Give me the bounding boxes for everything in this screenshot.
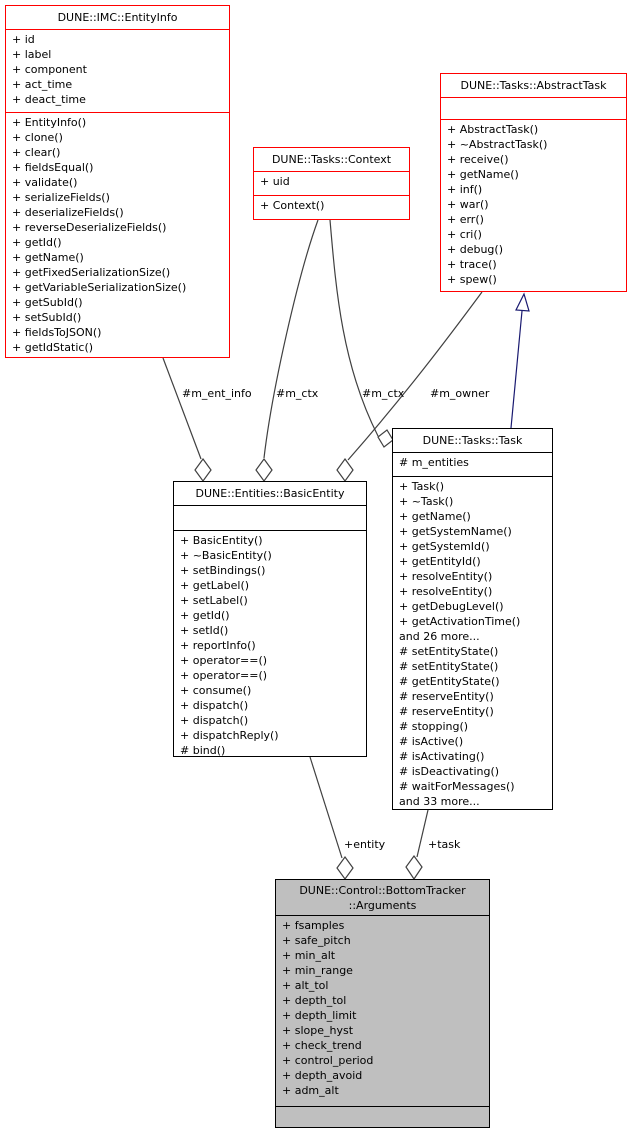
method: + operator==(): [180, 654, 268, 667]
method: + getEntityId(): [399, 555, 481, 568]
method: + spew(): [447, 273, 497, 286]
methods-section: [174, 530, 366, 756]
method: and 26 more...: [399, 630, 480, 643]
class-title: [276, 880, 489, 915]
method: + getName(): [447, 168, 519, 181]
class-title: DUNE::IMC::EntityInfo: [57, 11, 178, 24]
attributes-section: [393, 452, 552, 476]
method: # reserveEntity(): [399, 690, 494, 703]
edge-label-task: +task: [428, 838, 461, 851]
attribute: + fsamples: [282, 919, 345, 932]
methods-section: [276, 1106, 489, 1127]
method: + debug(): [447, 243, 503, 256]
method: # isActivating(): [399, 750, 485, 763]
method: + fieldsToJSON(): [12, 326, 102, 339]
method: + AbstractTask(): [447, 123, 539, 136]
edge-entity: [310, 757, 342, 858]
method: + getVariableSerializationSize(): [12, 281, 187, 294]
method: + fieldsEqual(): [12, 161, 94, 174]
attribute: + act_time: [12, 78, 73, 91]
edge-label-m-ctx-task: #m_ctx: [362, 387, 405, 400]
aggregation-diamond-icon: [195, 459, 211, 481]
method: + getLabel(): [180, 579, 250, 592]
method: + err(): [447, 213, 484, 226]
attribute: + depth_limit: [282, 1009, 357, 1022]
method: and 33 more...: [399, 795, 480, 808]
method: + getActivationTime(): [399, 615, 521, 628]
method: + validate(): [12, 176, 78, 189]
edge-label-entity: +entity: [344, 838, 386, 851]
edge-label-m-owner: #m_owner: [430, 387, 490, 400]
method: # stopping(): [399, 720, 469, 733]
class-node-basic-entity[interactable]: [173, 481, 367, 757]
attribute: + label: [12, 48, 52, 61]
method: + resolveEntity(): [399, 585, 493, 598]
method: # isActive(): [399, 735, 464, 748]
class-title-line: DUNE::Control::BottomTracker: [299, 884, 466, 897]
methods-section: [254, 195, 409, 219]
attribute: + control_period: [282, 1054, 374, 1067]
method: + getIdStatic(): [12, 341, 94, 354]
edge-label-m-ctx-entity: #m_ctx: [276, 387, 319, 400]
method: + EntityInfo(): [12, 116, 87, 129]
method: + serializeFields(): [12, 191, 110, 204]
class-node-task[interactable]: [392, 428, 553, 810]
method: + getId(): [180, 609, 230, 622]
method: # isDeactivating(): [399, 765, 500, 778]
method: + BasicEntity(): [180, 534, 263, 547]
method: + getSystemId(): [399, 540, 490, 553]
edge-m-ent-info: [163, 358, 201, 459]
attributes-section: [441, 97, 626, 119]
aggregation-diamond-icon: [256, 459, 272, 481]
edge-m-ctx-entity: [264, 220, 318, 458]
method: + ~BasicEntity(): [180, 549, 272, 562]
method: # setEntityState(): [399, 660, 499, 673]
method: # getEntityState(): [399, 675, 500, 688]
edge-inheritance: [511, 311, 522, 428]
attributes-section: [254, 171, 409, 195]
class-title-line: ::Arguments: [348, 899, 417, 912]
methods-section: [6, 112, 229, 357]
method: + war(): [447, 198, 489, 211]
aggregation-diamond-icon: [337, 459, 353, 481]
method: + ~Task(): [399, 495, 454, 508]
class-title: DUNE::Entities::BasicEntity: [195, 487, 345, 500]
inheritance-arrow-icon: [516, 294, 529, 311]
method: + reportInfo(): [180, 639, 256, 652]
edge-task: [417, 810, 428, 857]
method: + setLabel(): [180, 594, 248, 607]
class-title: DUNE::Tasks::Task: [422, 434, 523, 447]
attribute: # m_entities: [399, 456, 469, 469]
method: + ~AbstractTask(): [447, 138, 548, 151]
method: + operator==(): [180, 669, 268, 682]
attribute: + depth_avoid: [282, 1069, 363, 1082]
attribute: + slope_hyst: [282, 1024, 354, 1037]
method: + getDebugLevel(): [399, 600, 504, 613]
method: + receive(): [447, 153, 509, 166]
class-node-context[interactable]: [253, 147, 410, 220]
attribute: + alt_tol: [282, 979, 329, 992]
method: # waitForMessages(): [399, 780, 515, 793]
attribute: + depth_tol: [282, 994, 347, 1007]
method: + dispatchReply(): [180, 729, 279, 742]
method: # reserveEntity(): [399, 705, 494, 718]
method: + trace(): [447, 258, 497, 271]
method: + clone(): [12, 131, 63, 144]
method: + resolveEntity(): [399, 570, 493, 583]
methods-section: [441, 119, 626, 291]
method: + Task(): [399, 480, 445, 493]
attribute: + deact_time: [12, 93, 86, 106]
method: + getName(): [399, 510, 471, 523]
method: + reverseDeserializeFields(): [12, 221, 167, 234]
class-title: DUNE::Tasks::Context: [271, 153, 392, 166]
method: + setBindings(): [180, 564, 266, 577]
edge-m-ctx-task: [330, 220, 378, 436]
aggregation-diamond-icon: [337, 857, 353, 879]
attribute: + min_alt: [282, 949, 336, 962]
attribute: + component: [12, 63, 87, 76]
method: + dispatch(): [180, 714, 249, 727]
attribute: + check_trend: [282, 1039, 362, 1052]
aggregation-diamond-icon: [378, 430, 393, 447]
attribute: + id: [12, 33, 35, 46]
method: + setSubId(): [12, 311, 82, 324]
method: + deserializeFields(): [12, 206, 124, 219]
method: + getSystemName(): [399, 525, 512, 538]
attributes-section: [6, 29, 229, 112]
attribute: + safe_pitch: [282, 934, 351, 947]
attribute: + uid: [260, 175, 290, 188]
method: + setId(): [180, 624, 229, 637]
method: + getId(): [12, 236, 62, 249]
method: # bind(): [180, 744, 226, 756]
attributes-section: [276, 915, 489, 1106]
class-node-bottom-tracker-arguments[interactable]: [275, 879, 490, 1128]
method: + consume(): [180, 684, 252, 697]
attributes-section: [174, 505, 366, 530]
method: # setEntityState(): [399, 645, 499, 658]
class-node-entity-info[interactable]: [5, 5, 230, 358]
class-node-abstract-task[interactable]: [440, 73, 627, 292]
method: + getName(): [12, 251, 84, 264]
method: + clear(): [12, 146, 61, 159]
methods-section: [393, 476, 552, 809]
aggregation-diamond-icon: [406, 856, 422, 879]
method: + dispatch(): [180, 699, 249, 712]
attribute: + min_range: [282, 964, 353, 977]
method: + getSubId(): [12, 296, 83, 309]
method: + cri(): [447, 228, 482, 241]
method: + Context(): [260, 199, 325, 212]
class-title: DUNE::Tasks::AbstractTask: [460, 79, 607, 92]
edge-label-m-ent-info: #m_ent_info: [182, 387, 252, 400]
method: + getFixedSerializationSize(): [12, 266, 171, 279]
method: + inf(): [447, 183, 483, 196]
attribute: + adm_alt: [282, 1084, 339, 1097]
